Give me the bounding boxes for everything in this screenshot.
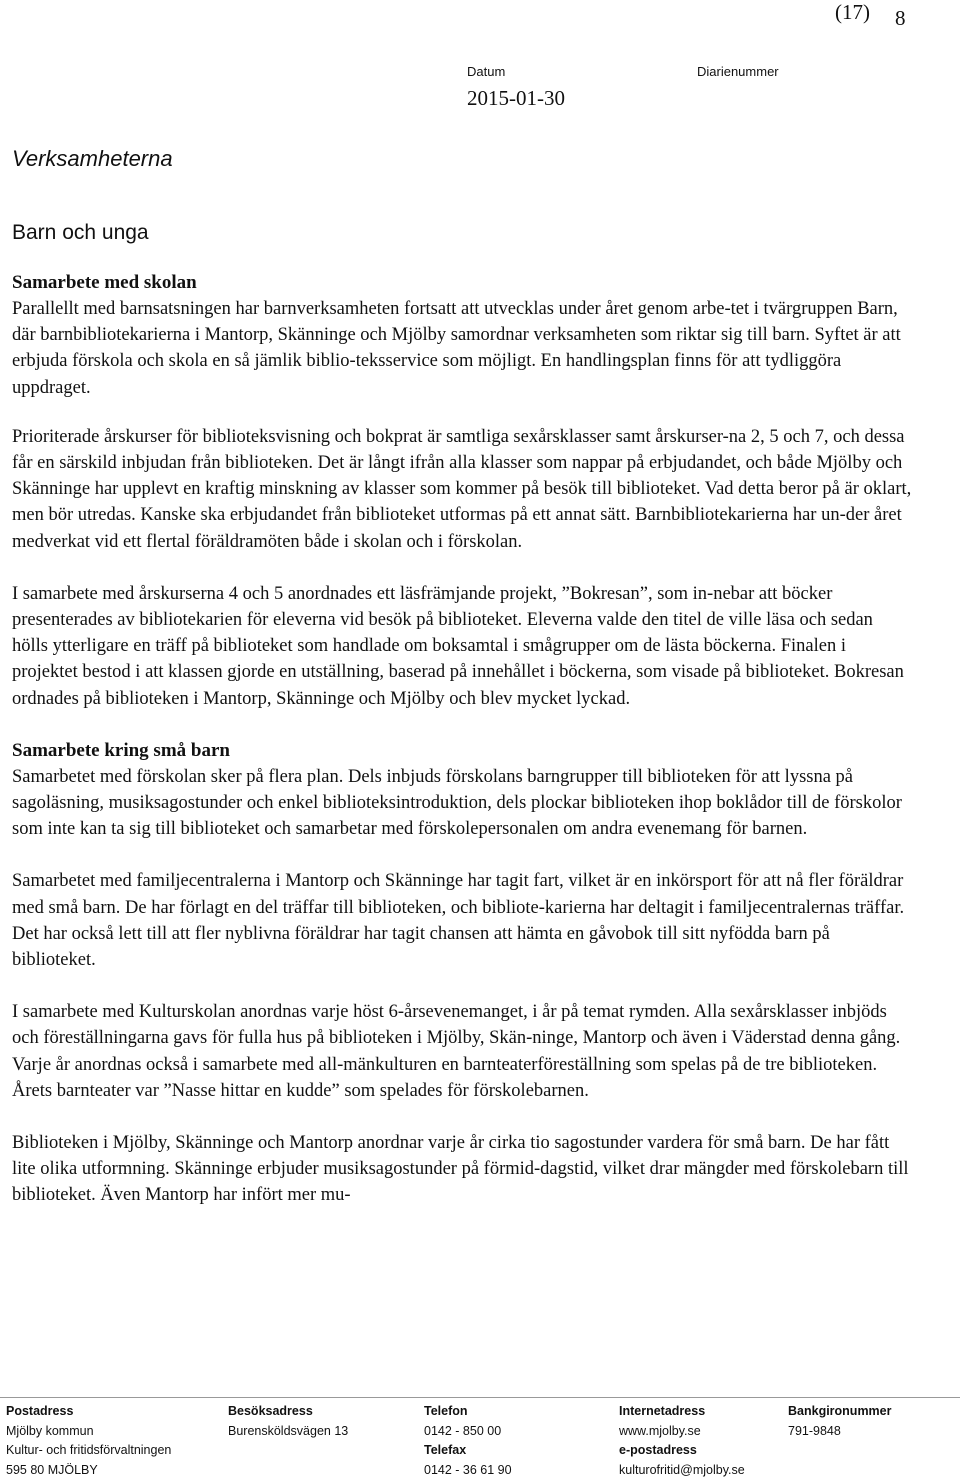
document-title: Verksamheterna	[12, 146, 173, 172]
page-total: (17)	[835, 0, 870, 25]
footer-label: Bankgironummer	[788, 1402, 892, 1422]
footer-value: 791-9848	[788, 1422, 892, 1442]
footer-telefon	[424, 1402, 512, 1480]
diarienummer-label: Diarienummer	[697, 64, 779, 79]
date-value: 2015-01-30	[467, 86, 565, 111]
footer-divider	[0, 1397, 960, 1398]
paragraph: I samarbete med årskurserna 4 och 5 anordnades ett läsfrämjande projekt, ”Bokresan”, som in-nebar att böcker presenterades av bibliotekarien för eleverna vid besök på biblioteket. Eleverna valde den titel de ville läsa och sedan hölls ytterligare en träff på biblioteket som handlade om boksamtal i smågrupper om de lästa böckerna. Finalen i projektet bestod i att klassen gjorde en utställning, baserad på innehållet i böckerna, som visade på biblioteket. Bokresan ordnades på biblioteken i Mantorp, Skänninge och Mjölby och blev mycket lyckad.	[12, 581, 912, 712]
footer-label: e-postadress	[619, 1441, 745, 1461]
footer-value: Burensköldsvägen 13	[228, 1422, 348, 1442]
footer-internet	[619, 1402, 745, 1480]
footer-bankgiro	[788, 1402, 892, 1441]
footer-link: kulturofritid@mjolby.se	[619, 1461, 745, 1480]
paragraph: Samarbetet med förskolan sker på flera plan. Dels inbjuds förskolans barngrupper till biblioteken för att lyssna på sagoläsning, musiksagostunder och enkel biblioteksintroduktion, dels plockar biblioteken ihop boklådor till de förskolor som inte kan ta sig till biblioteket och samarbetar med förskolepersonalen om andra evenemang för barnen.	[12, 764, 912, 843]
page-number: 8	[895, 6, 906, 31]
subsection-title-sma-barn: Samarbete kring små barn	[12, 738, 912, 764]
footer-label: Telefax	[424, 1441, 512, 1461]
footer-label: Postadress	[6, 1402, 171, 1422]
date-label: Datum	[467, 64, 505, 79]
footer-label: Internetadress	[619, 1402, 745, 1422]
footer-label: Telefon	[424, 1402, 512, 1422]
footer-value: Kultur- och fritidsförvaltningen	[6, 1441, 171, 1461]
paragraph: I samarbete med Kulturskolan anordnas varje höst 6-årsevenemanget, i år på temat rymden. Alla sexårsklasser inbjöds och föreställningarna gavs för fulla hus på biblioteken i Mjölby, Skän-ninge, Mantorp och även i Väderstad denna gång. Varje år anordnas också i samarbete med all-mänkulturen en barnteaterföreställning som spelas på de tre biblioteken. Årets barnteater var ”Nasse hittar en kudde” som spelades för förskolebarnen.	[12, 999, 912, 1104]
paragraph: Parallellt med barnsatsningen har barnverksamheten fortsatt att utvecklas under året genom arbe-tet i tvärgruppen Barn, där barnbibliotekarierna i Mantorp, Skänninge och Mjölby samordnar verksamheten som riktar sig till barn. Syftet är att erbjuda förskola och skola en så jämlik biblio-teksservice som möjligt. En handlingsplan finns för att tydliggöra uppdraget.	[12, 296, 912, 401]
section-title: Barn och unga	[12, 221, 149, 245]
document-body	[12, 270, 912, 1235]
paragraph: Prioriterade årskurser för biblioteksvisning och bokprat är samtliga sexårsklasser samt årskurser-na 2, 5 och 7, och dessa får en särskild inbjudan från biblioteken. Det är långt ifrån alla klasser som nappar på erbjudandet, och både Mjölby och Skänninge har upplevt en kraftig minskning av klasser som kommer på besök till biblioteket. Vad detta beror på är oklart, men bör utredas. Kanske ska erbjudandet från biblioteket utformas på ett annat sätt. Barnbibliotekarierna har un-der året medverkat vid ett flertal föräldramöten både i skolan och i förskolan.	[12, 424, 912, 555]
footer-value: Mjölby kommun	[6, 1422, 171, 1442]
footer-value: 595 80 MJÖLBY	[6, 1461, 171, 1480]
footer-value: 0142 - 36 61 90	[424, 1461, 512, 1480]
paragraph: Samarbetet med familjecentralerna i Mantorp och Skänninge har tagit fart, vilket är en inkörsport för att nå fler föräldrar med små barn. De har förlagt en del träffar till biblioteken, och bibliote-karierna har deltagit i familjecentralernas träffar. Det har också lett till att fler nyblivna föräldrar har tagit chansen att hämta en gåvobok till sitt nyfödda barn på biblioteket.	[12, 868, 912, 973]
footer-link: www.mjolby.se	[619, 1422, 745, 1442]
footer-label: Besöksadress	[228, 1402, 348, 1422]
footer-besoksadress	[228, 1402, 348, 1441]
subsection-title-skolan: Samarbete med skolan	[12, 270, 912, 296]
paragraph: Biblioteken i Mjölby, Skänninge och Mantorp anordnar varje år cirka tio sagostunder vardera för små barn. De har fått lite olika utformning. Skänninge erbjuder musiksagostunder på förmid-dagstid, vilket drar mängder med förskolebarn till biblioteket. Även Mantorp har infört mer mu-	[12, 1130, 912, 1209]
footer-value: 0142 - 850 00	[424, 1422, 512, 1442]
footer-postadress	[6, 1402, 171, 1480]
